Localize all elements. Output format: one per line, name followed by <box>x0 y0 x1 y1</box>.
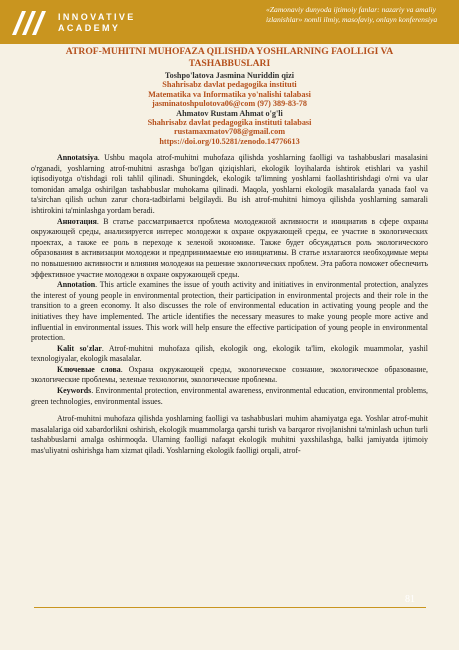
author-name: Toshpo'latova Jasmina Nuriddin qizi <box>164 71 295 80</box>
author-name: Ahmatov Rustam Ahmat o'g'li <box>176 108 283 118</box>
brand-name: INNOVATIVE <box>58 12 136 22</box>
author-affiliation: Shahrisabz davlat pedagogika instituti talabasi <box>147 118 312 128</box>
keywords-uz: Kalit so'zlar. Atrof-muhitni muhofaza qilish, ekologik ong, ekologik ta'lim, ekologik muammolar, yashil texnologiyalar, ekologik masalalar. <box>31 343 428 364</box>
journal-header <box>0 0 459 44</box>
article-title: ATROF-MUHITNI MUHOFAZA QILISHDA YOSHLARNING FAOLLIGI VA TASHABBUSLARI <box>65 46 394 69</box>
footer-divider <box>34 607 426 608</box>
annotation-en: Annotation. This article examines the issue of youth activity and initiatives in environmental protection, analyzes the interest of young people in environmental protection, their participation in environmental projects and their role in the transition to a green economy. It also discusses the role of environmental education in activating young people and the initiatives they have implemented. The article identifies the necessary measures to make young people more active and influential in environmental issues. This work will help ensure the effective participation of young people in environmental protection. <box>31 280 428 343</box>
annotation-ru: Аннотация. В статье рассматривается проблема молодежной активности и инициатив в сфере охраны окружающей среды, анализируется интерес молодежи к охране окружающей среды, ее участие в экологических проектах, а также ее роль в переходе к зеленой экономике. Также будет обсуждаться роль экологического образования в активизации молодежи и предпринимаемые ею инициативы. В статье излагаются необходимые меры по повышению активности и влияния молодежи на решение экологических проблем. Эта работа поможет обеспечить эффективное участие молодежи в охране окружающей среды. <box>31 216 428 279</box>
doi-link[interactable]: https://doi.org/10.5281/zenodo.14776613 <box>159 136 300 146</box>
page-number: 81 <box>405 594 415 605</box>
intro-paragraph: Atrof-muhitni muhofaza qilishda yoshlarning faolligi va tashabbuslari muhim ahamiyatga ega. Yoshlar atrof-muhit masalalariga oid xabardorlikni oshirish, ekologik muammolarga qarshi turish va barqaror rivojlanishni ta'minlash uchun turli tashabbuslarni amalga oshirmoqda. Ularning faolligi nafaqat ekologik muhitni yaxshilashga, balki jamiyatda ijtimoiy mas'uliyatni oshirishga ham xizmat qiladi. Yoshlarning ekologik faolligi orqali, atrof- <box>31 414 428 456</box>
author-affiliation: Shahrisabz davlat pedagogika instituti <box>162 80 297 90</box>
logo-icon <box>10 9 50 37</box>
keywords-ru: Ключевые слова. Охрана окружающей среды, экологическое сознание, экологическое образование, экологические проблемы, зеленые технологии, экологические проблемы. <box>31 364 428 385</box>
brand-sub: ACADEMY <box>58 23 121 33</box>
academy-logo <box>10 9 240 37</box>
author-contact: jasminatoshpulotova06@com (97) 389-83-78 <box>152 99 307 109</box>
author-department: Matematika va Informatika yo'nalishi talabasi <box>148 89 311 99</box>
article-body <box>31 153 428 457</box>
conference-name: «Zamonaviy dunyoda ijtimoiy fanlar: nazariy va amaliy izlanishlar» nomli ilmiy, masofaviy, onlayn konferensiya <box>266 5 438 24</box>
keywords-en: Keywords. Environmental protection, environmental awareness, environmental education, environmental problems, green technologies, environmental issues. <box>31 386 428 406</box>
author-block <box>40 71 419 146</box>
author-email: rustamaxmatov708@gmail.com <box>173 127 286 137</box>
annotation-uz: Annotatsiya. Ushbu maqola atrof-muhitni muhofaza qilishda yoshlarning faolligi va tashabbuslari masalasini o'rganadi, yoshlarning atrof-muhitni asrashga bo'lgan qiziqishlari, ekologik loyihalarda ishtirok etishlari va yashil iqtisodiyotga o'tishdagi roli tahlil qilinadi. Shuningdek, ekologik ta'limning yoshlarni faollashtirishdagi o'rni va ular tomonidan amalga oshirilgan tashabbuslar muhokama qilinadi. Maqola, yoshlarni ekologik masalalarda yanada faol va ta'sirchan qilish uchun zarur chora-tadbirlarni belgilaydi. Bu ish atrof-muhitni himoya qilishda yoshlarning samarali ishtirokini ta'minlashga yordam beradi. <box>31 153 428 215</box>
